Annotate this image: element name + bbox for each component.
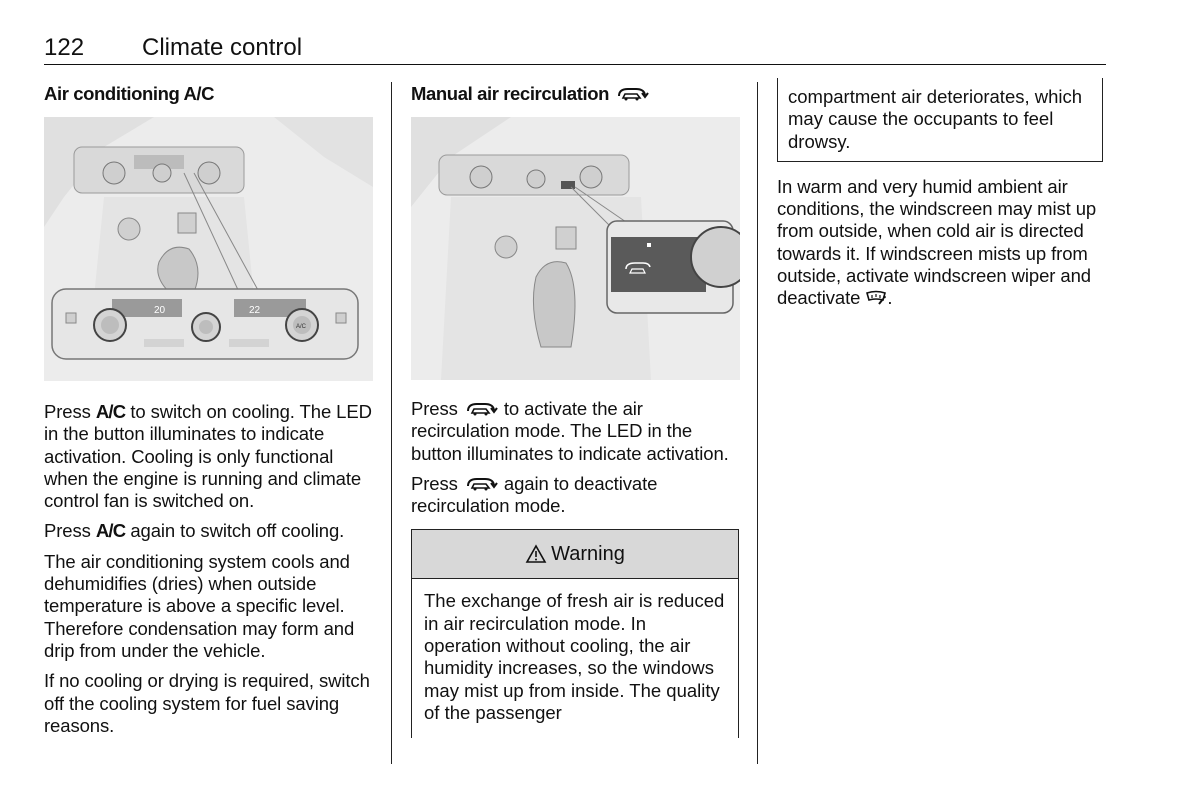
section-title-recirculation: Manual air recirculation bbox=[411, 82, 741, 106]
paragraph-recirc-on: Press to activate the air recirculation mode. The LED in the button illuminates to indicate activation. bbox=[411, 398, 729, 464]
paragraph-recirc-off: Press again to deactivate recirculation mode. bbox=[411, 472, 658, 517]
paragraph-ac-off: Press A/C again to switch off cooling. bbox=[44, 520, 345, 542]
climate-panel-drawing bbox=[44, 117, 373, 381]
ac-button-ref: A/C bbox=[95, 520, 126, 542]
recirculation-panel-drawing bbox=[411, 117, 740, 380]
windscreen-defrost-icon bbox=[865, 290, 887, 306]
right-temp-display: 22 bbox=[249, 305, 261, 316]
warning-continuation: compartment air deteriorates, which may cause the occupants to feel drowsy. bbox=[777, 78, 1103, 162]
section-title-air-conditioning: Air conditioning A/C bbox=[44, 83, 215, 104]
page-number: 122 bbox=[44, 34, 85, 61]
column-divider bbox=[391, 82, 392, 764]
column-divider bbox=[757, 82, 758, 764]
recirculation-icon bbox=[463, 401, 499, 417]
paragraph-ac-dehumidify: The air conditioning system cools and dehumidifies (dries) when outside temperature is above a specific level. Therefore condensation may form and drip from under the vehicle. bbox=[44, 550, 355, 661]
page-header bbox=[44, 32, 1106, 65]
warning-box bbox=[411, 529, 739, 738]
warning-heading: Warning bbox=[551, 542, 625, 565]
recirculation-icon bbox=[614, 86, 650, 102]
warning-triangle-icon bbox=[525, 544, 547, 564]
left-temp-display: 20 bbox=[154, 305, 166, 316]
ac-button-label: A/C bbox=[296, 324, 307, 330]
column-air-conditioning bbox=[44, 82, 374, 745]
illustration-climate-panel bbox=[44, 117, 373, 381]
paragraph-ac-on: Press A/C to switch on cooling. The LED in the button illuminates to indicate activation. Cooling is only functional when the engine is running and climate control fan is switched on. bbox=[44, 401, 372, 512]
paragraph-windscreen-mist: In warm and very humid ambient air conditions, the windscreen may mist up from outside, when cold air is directed towards it. If windscreen mists up from outside, activate windscreen wiper and deactivate . bbox=[777, 175, 1097, 309]
recirculation-icon bbox=[463, 476, 499, 492]
column-continued bbox=[777, 82, 1107, 318]
chapter-title: Climate control bbox=[142, 34, 303, 61]
ac-button-ref: A/C bbox=[95, 401, 126, 422]
column-air-recirculation bbox=[411, 82, 741, 738]
paragraph-ac-fuel-saving: If no cooling or drying is required, switch off the cooling system for fuel saving reasons. bbox=[44, 670, 370, 736]
illustration-recirculation-button bbox=[411, 117, 740, 380]
warning-header bbox=[412, 530, 738, 579]
warning-body: The exchange of fresh air is reduced in air recirculation mode. In operation without cooling, the air humidity increases, so the windows may mist up from inside. The quality of the passenger bbox=[424, 590, 725, 723]
